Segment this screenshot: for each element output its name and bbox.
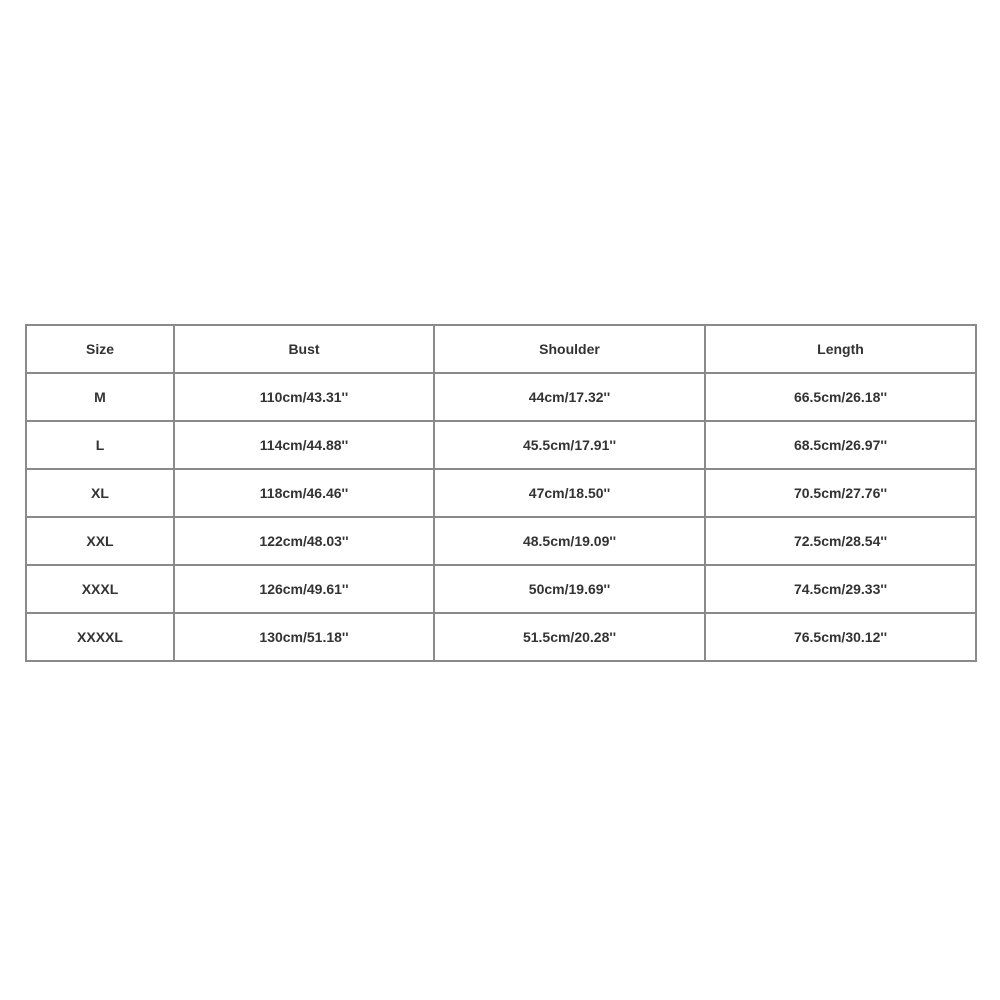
table-row [26,517,976,565]
length-cell: 70.5cm/27.76'' [705,469,976,517]
size-cell: XL [26,469,174,517]
size-chart-table [25,324,977,662]
shoulder-cell: 45.5cm/17.91'' [434,421,705,469]
table-row [26,613,976,661]
shoulder-cell: 48.5cm/19.09'' [434,517,705,565]
table-header-row [26,325,976,373]
size-cell: M [26,373,174,421]
length-cell: 76.5cm/30.12'' [705,613,976,661]
size-cell: XXL [26,517,174,565]
length-cell: 72.5cm/28.54'' [705,517,976,565]
bust-cell: 118cm/46.46'' [174,469,434,517]
shoulder-cell: 47cm/18.50'' [434,469,705,517]
header-bust: Bust [174,325,434,373]
shoulder-cell: 50cm/19.69'' [434,565,705,613]
size-cell: XXXXL [26,613,174,661]
table-row [26,565,976,613]
shoulder-cell: 51.5cm/20.28'' [434,613,705,661]
header-shoulder: Shoulder [434,325,705,373]
bust-cell: 114cm/44.88'' [174,421,434,469]
table-row [26,373,976,421]
table-row [26,421,976,469]
length-cell: 68.5cm/26.97'' [705,421,976,469]
shoulder-cell: 44cm/17.32'' [434,373,705,421]
length-cell: 66.5cm/26.18'' [705,373,976,421]
size-cell: L [26,421,174,469]
bust-cell: 126cm/49.61'' [174,565,434,613]
bust-cell: 110cm/43.31'' [174,373,434,421]
bust-cell: 130cm/51.18'' [174,613,434,661]
table-row [26,469,976,517]
size-cell: XXXL [26,565,174,613]
bust-cell: 122cm/48.03'' [174,517,434,565]
length-cell: 74.5cm/29.33'' [705,565,976,613]
header-size: Size [26,325,174,373]
header-length: Length [705,325,976,373]
